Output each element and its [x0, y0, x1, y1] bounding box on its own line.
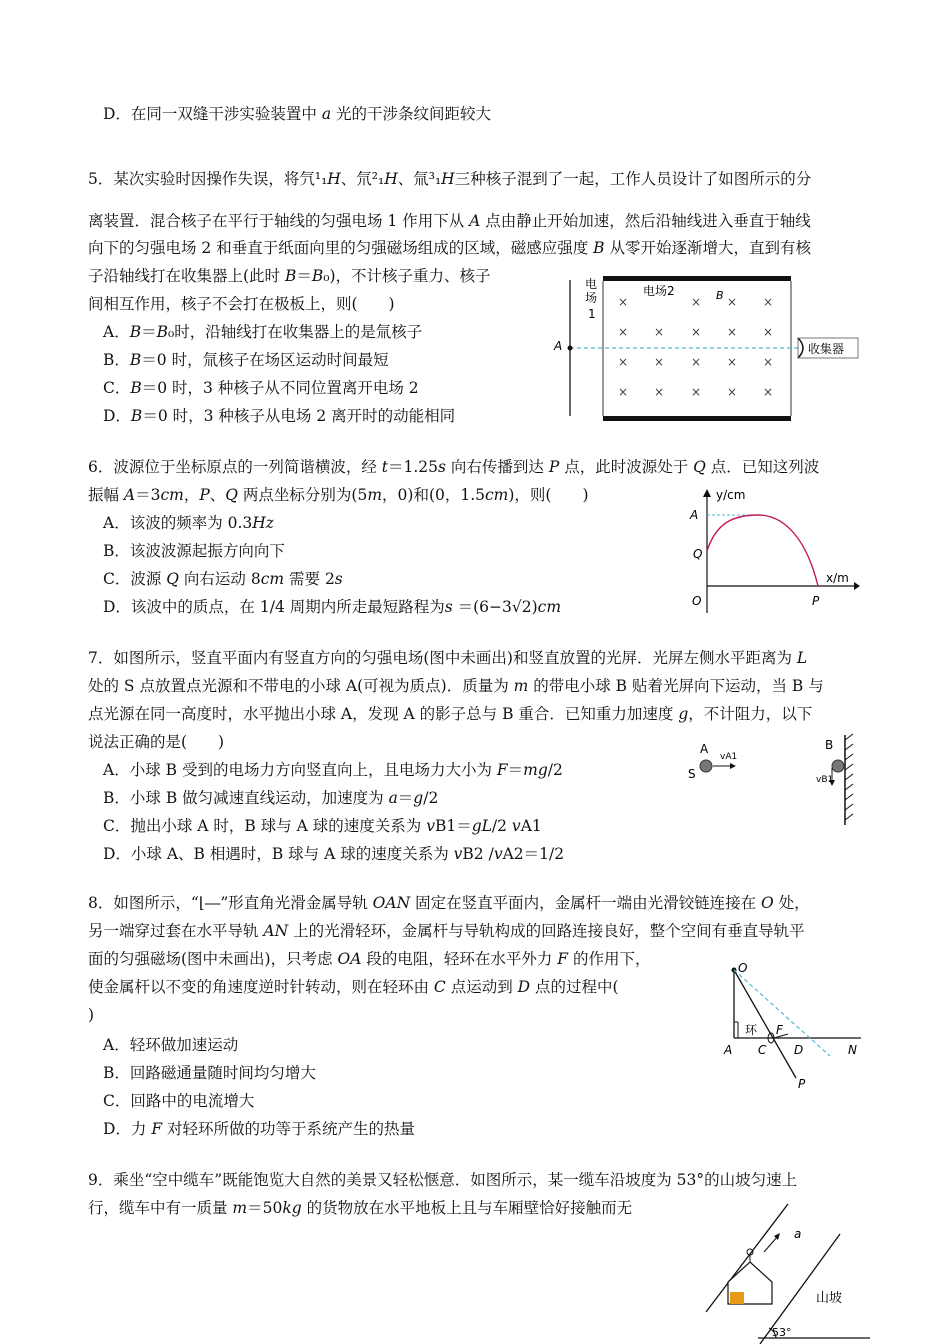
q9-a-label: a — [794, 1227, 802, 1241]
q8-f-label: F — [776, 1023, 783, 1037]
q5-stem-line-4: 子沿轴线打在收集器上(此时 𝐵＝𝐵₀)，不计核子重力、核子 — [88, 267, 491, 285]
q9-angle-label: 53° — [772, 1326, 792, 1339]
q8-stem-line-1: 8．如图所示，“⌊⎯⎯”形直角光滑金属导轨 𝑂𝐴𝑁 固定在竖直平面内，金属杆一端由光滑铰链连接在 𝑂 处， — [88, 894, 810, 912]
q6-y-label: y/cm — [716, 488, 746, 502]
q6-q-label: Q — [693, 547, 703, 561]
svg-text:×: × — [618, 355, 629, 369]
svg-text:×: × — [763, 295, 774, 309]
q6-stem-line-2: 振幅 𝐴＝3𝑐𝑚，𝑃、𝑄 两点坐标分别为(5𝑚，0)和(0，1.5𝑐𝑚)，则( ) — [88, 486, 589, 504]
svg-text:×: × — [727, 355, 738, 369]
q8-stem-line-2: 另一端穿过套在水平导轨 𝐴𝑁 上的光滑轻环，金属杆与导轨构成的回路连接良好，整个空间有垂直导轨平 — [88, 922, 805, 940]
q6-option-c: C．波源 𝑄 向右运动 8𝑐𝑚 需要 2𝑠 — [103, 570, 343, 588]
q5-stem-line-5: 间相互作用，核子不会打在极板上，则( ) — [88, 295, 395, 313]
q7-vb-label: vB1 — [816, 775, 834, 785]
svg-text:×: × — [727, 295, 738, 309]
q7-option-a: A．小球 B 受到的电场力方向竖直向上，且电场力大小为 𝐹＝𝑚𝑔/2 — [103, 761, 563, 779]
q8-option-c: C．回路中的电流增大 — [103, 1092, 255, 1110]
q8-o-label: O — [738, 961, 748, 975]
q7-option-b: B．小球 B 做匀减速直线运动，加速度为 𝑎＝𝑔/2 — [103, 789, 439, 807]
q5-point-a — [568, 346, 573, 351]
q5-stem-line-1: 5．某次实验时因操作失误，将氕¹₁𝐻、氘²₁𝐻、氚³₁𝐻三种核子混到了一起，工作人员设计了如图所示的分 — [88, 170, 812, 188]
q7-stem-line-3: 点光源在同一高度时，水平抛出小球 A，发现 A 的影子总与 B 重合．已知重力加速度 𝑔，不计阻力，以下 — [88, 705, 813, 723]
q5-field1-label-3: 1 — [588, 307, 596, 321]
q6-o-label: O — [692, 594, 702, 608]
svg-text:×: × — [691, 325, 702, 339]
q6-option-d: D．该波中的质点，在 1/4 周期内所走最短路程为𝑠 ＝(6−3√2)𝑐𝑚 — [103, 598, 562, 616]
q5-option-b: B．𝐵＝0 时，氚核子在场区运动时间最短 — [103, 351, 389, 369]
q5-option-a: A．𝐵＝𝐵₀时，沿轴线打在收集器上的是氚核子 — [103, 323, 423, 341]
q5-collector-label: 收集器 — [808, 342, 845, 356]
q5-top-plate — [603, 276, 791, 281]
q7-light-screen-diagram — [680, 730, 860, 830]
svg-text:×: × — [763, 325, 774, 339]
q5-field1-label-1: 电 — [585, 277, 598, 291]
q9-stem-line-1: 9．乘坐“空中缆车”既能饱览大自然的美景又轻松惬意．如图所示，某一缆车沿坡度为 53°的山坡匀速上 — [88, 1171, 798, 1189]
q6-stem-line-1: 6．波源位于坐标原点的一列简谐横波，经 𝑡＝1.25𝑠 向右传播到达 𝑃 点，此时波源处于 𝑄 点．已知这列波 — [88, 458, 820, 476]
q8-d-label: D — [794, 1043, 804, 1057]
q5-option-d: D．𝐵＝0 时，3 种核子从电场 2 离开时的动能相同 — [103, 407, 456, 425]
q8-n-label: N — [848, 1043, 857, 1057]
q8-metal-rod — [734, 970, 796, 1078]
q4-option-d: D．在同一双缝干涉实验装置中 𝑎 光的干涉条纹间距较大 — [103, 105, 492, 123]
q7-option-c: C．抛出小球 A 时，B 球与 A 球的速度关系为 𝑣B1＝𝑔𝐿/2 𝑣A1 — [103, 817, 542, 835]
svg-text:×: × — [763, 385, 774, 399]
q8-p-label: P — [798, 1077, 806, 1091]
q7-stem-line-4: 说法正确的是( ) — [88, 733, 225, 751]
q7-s-label: S — [688, 767, 696, 781]
svg-text:×: × — [763, 355, 774, 369]
q7-va-label: vA1 — [720, 752, 738, 762]
q5-separator-diagram — [548, 268, 868, 428]
svg-text:×: × — [691, 295, 702, 309]
q6-p-label: P — [812, 594, 820, 608]
svg-text:×: × — [654, 385, 665, 399]
q7-b-label: B — [825, 738, 834, 752]
q7-stem-line-2: 处的 S 点放置点光源和不带电的小球 A(可视为质点)．质量为 𝑚 的带电小球 B 贴着光屏向下运动，当 B 与 — [88, 677, 824, 695]
q5-field2-label: 电场2 — [643, 284, 675, 298]
svg-text:×: × — [691, 355, 702, 369]
svg-text:×: × — [691, 385, 702, 399]
q6-wave-curve — [707, 515, 818, 586]
q6-option-a: A．该波的频率为 0.3𝐻𝑧 — [103, 514, 274, 532]
q8-c-label: C — [758, 1043, 767, 1057]
q8-stem-line-3: 面的匀强磁场(图中未画出)，只考虑 𝑂𝐴 段的电阻，轻环在水平外力 𝐹 的作用下， — [88, 950, 651, 968]
q9-cargo-box — [730, 1292, 744, 1304]
svg-text:×: × — [727, 325, 738, 339]
q9-stem-line-2: 行，缆车中有一质量 𝑚＝50𝑘𝑔 的货物放在水平地板上且与车厢壁恰好接触而无 — [88, 1199, 633, 1217]
q5-stem-line-3: 向下的匀强电场 2 和垂直于纸面向里的匀强磁场组成的区域，磁感应强度 𝐵 从零开始逐渐增大，直到有核 — [88, 239, 811, 257]
q6-wave-graph — [678, 485, 860, 613]
q5-stem-line-2: 离装置．混合核子在平行于轴线的匀强电场 1 作用下从 𝐴 点由静止开始加速，然后沿轴线进入垂直于轴线 — [88, 212, 811, 230]
svg-text:×: × — [618, 325, 629, 339]
q9-cable-car-diagram — [698, 1200, 870, 1344]
q9-slope-label: 山坡 — [816, 1291, 843, 1306]
svg-text:×: × — [727, 385, 738, 399]
q8-stem-line-4: 使金属杆以不变的角速度逆时针转动，则在轻环由 𝐶 点运动到 𝐷 点的过程中( — [88, 978, 619, 996]
q8-rail-diagram — [718, 956, 868, 1096]
q8-a-label: A — [724, 1043, 733, 1057]
q6-a-label: A — [690, 508, 699, 522]
q6-x-label: x/m — [826, 571, 849, 585]
q5-a-label: A — [554, 339, 563, 353]
svg-text:×: × — [618, 385, 629, 399]
svg-text:×: × — [654, 355, 665, 369]
q7-a-label: A — [700, 742, 709, 756]
svg-text:×: × — [618, 295, 629, 309]
q5-option-c: C．𝐵＝0 时，3 种核子从不同位置离开电场 2 — [103, 379, 419, 397]
q5-bottom-plate — [603, 416, 791, 421]
q5-b-label: B — [716, 289, 724, 302]
q5-magnetic-crosses — [618, 295, 773, 399]
q8-stem-line-5: ) — [88, 1006, 95, 1024]
q7-stem-line-1: 7．如图所示，竖直平面内有竖直方向的匀强电场(图中未画出)和竖直放置的光屏．光屏左侧水平距离为 𝐿 — [88, 649, 808, 667]
q8-ring-label: 环 — [745, 1023, 758, 1037]
q5-field1-label-2: 场 — [585, 291, 598, 305]
q8-option-d: D．力 𝐹 对轻环所做的功等于系统产生的热量 — [103, 1120, 416, 1138]
q8-option-b: B．回路磁通量随时间均匀增大 — [103, 1064, 316, 1082]
q8-option-a: A．轻环做加速运动 — [103, 1036, 239, 1054]
q6-option-b: B．该波波源起振方向向下 — [103, 542, 285, 560]
q7-option-d: D．小球 A、B 相遇时，B 球与 A 球的速度关系为 𝑣B2 /𝑣A2＝1/2 — [103, 845, 565, 863]
svg-text:×: × — [654, 325, 665, 339]
